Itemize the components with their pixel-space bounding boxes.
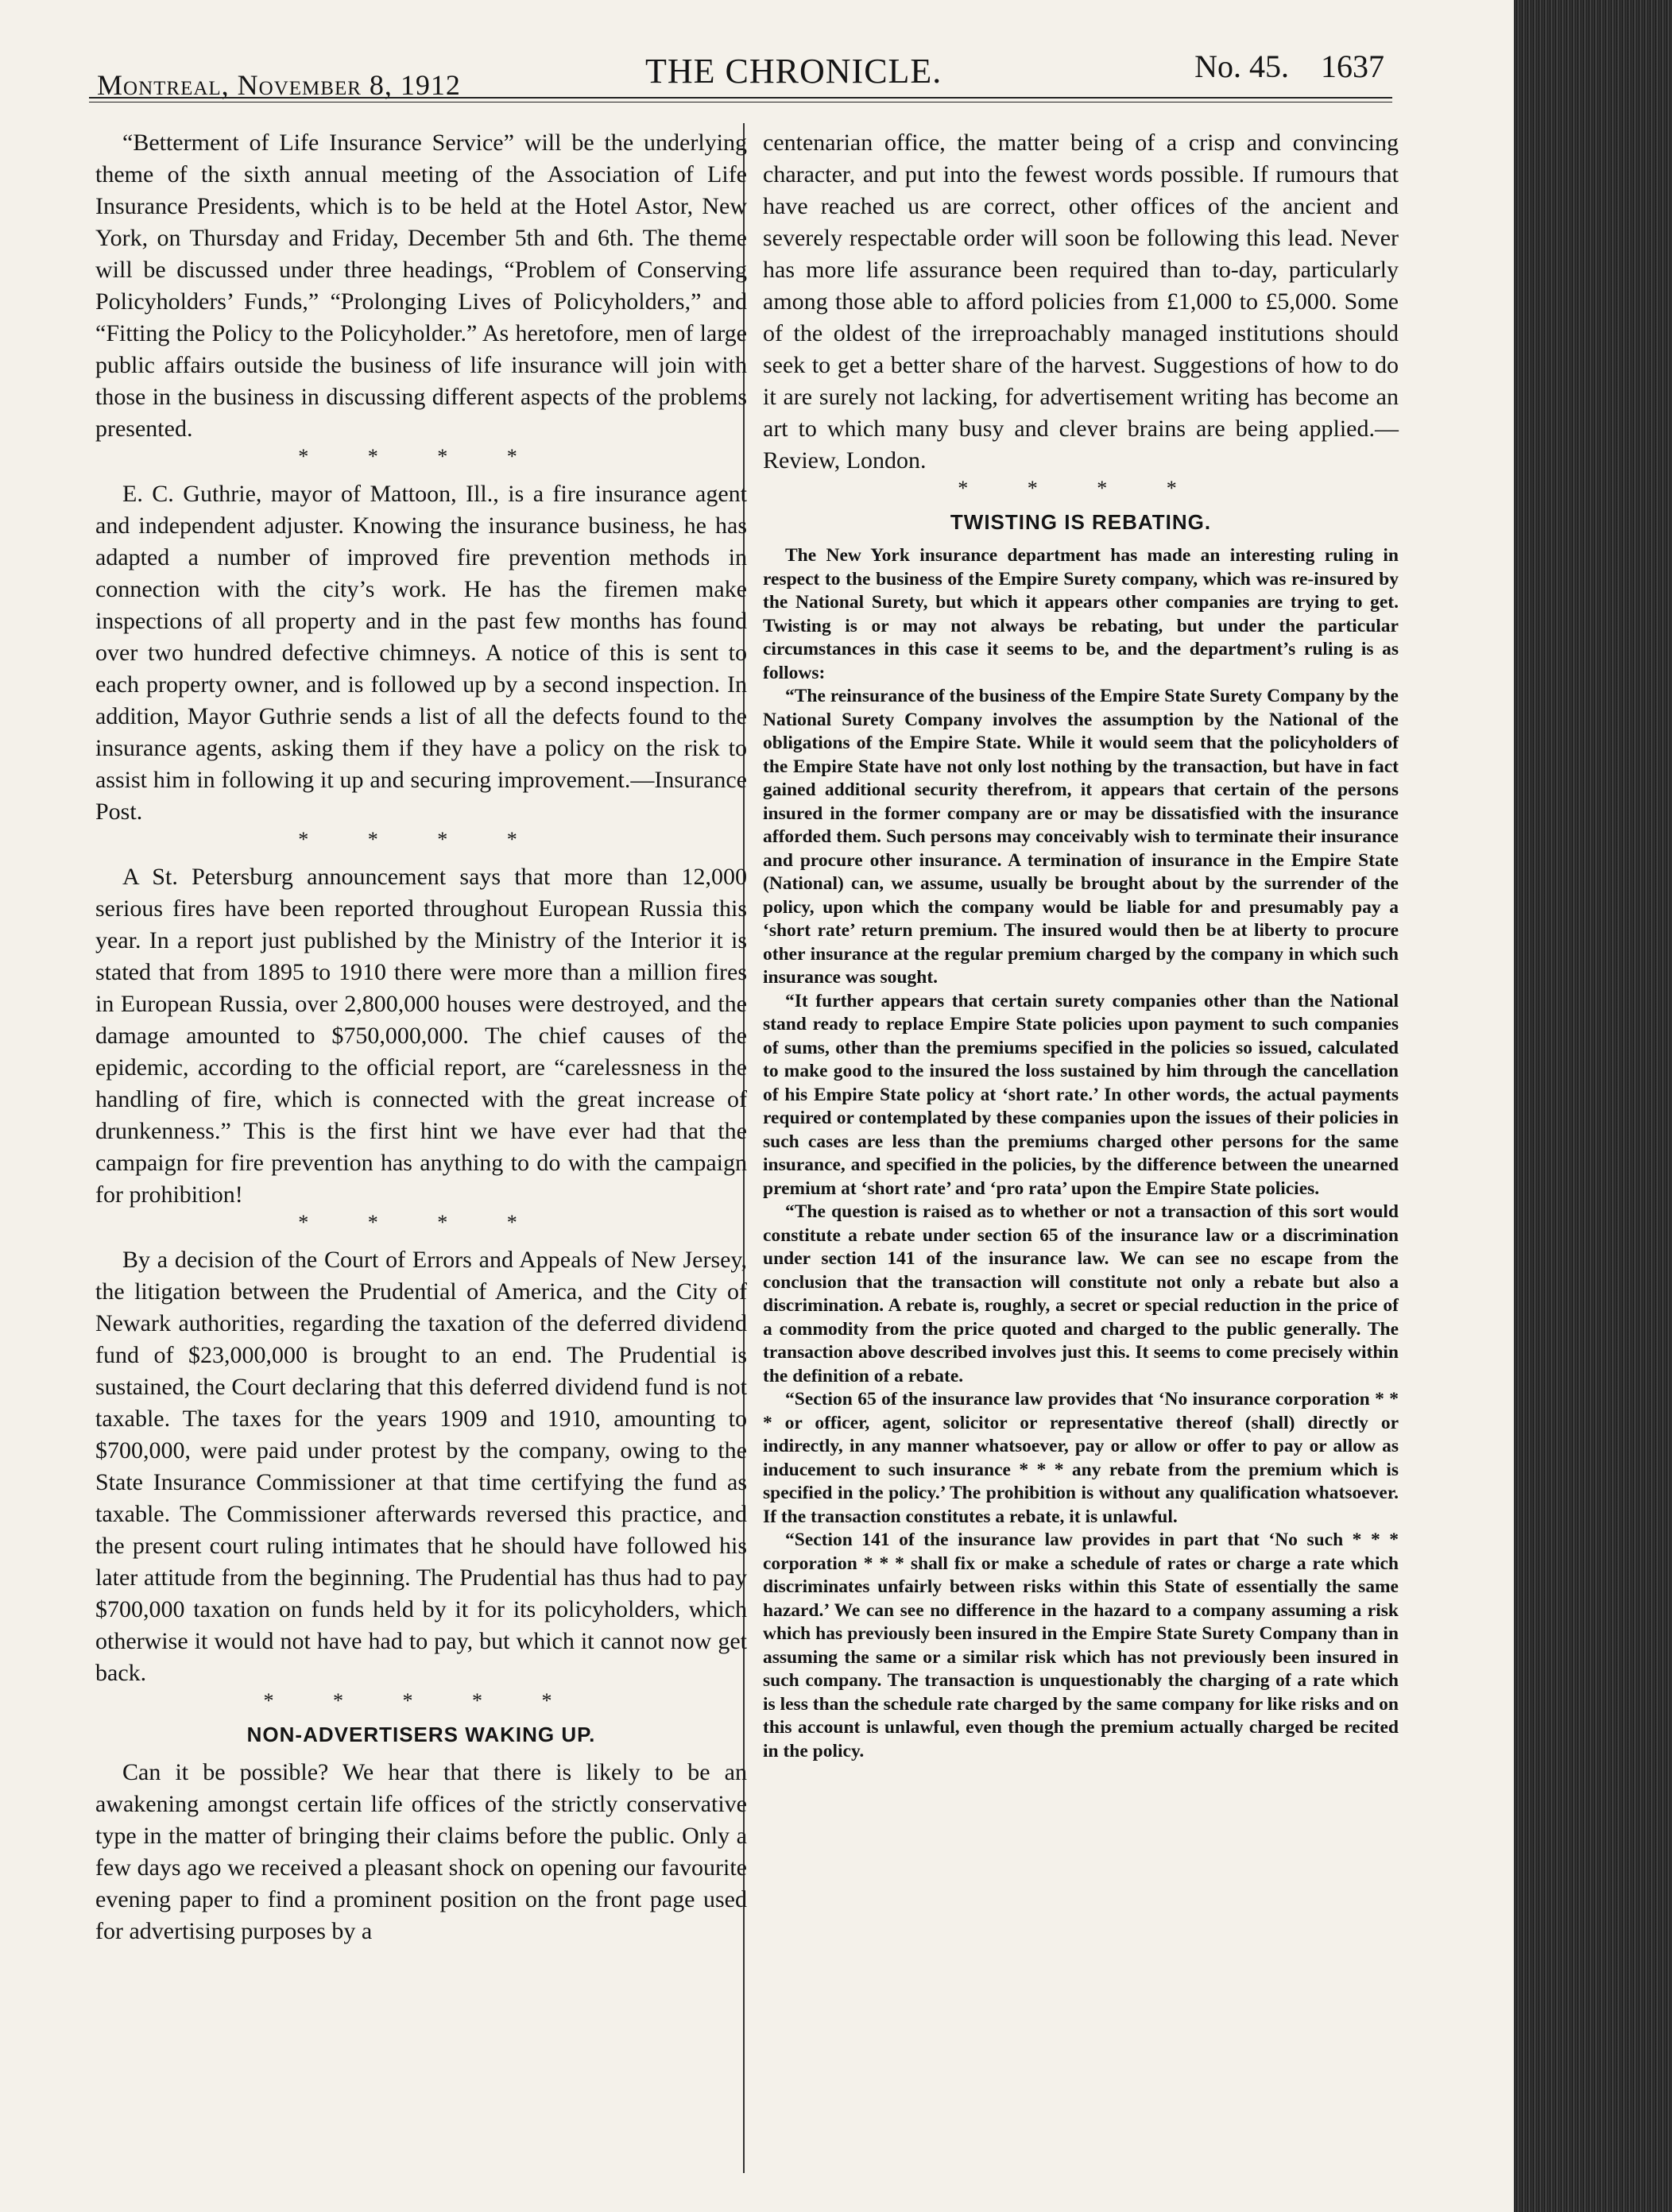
twisting-paragraph: The New York insurance department has made an interesting ruling in respect to the business of the Empire Surety company, which was re-insured by the National Surety, but which it appears other companies are trying to get. Twisting is or may not always be rebating, but under the particular circumstances in this case it seems to be, and the department’s ruling is as follows: bbox=[763, 545, 1399, 683]
twisting-paragraph: “It further appears that certain surety companies other than the National stand ready to replace Empire State policies upon payment to such companies of sums, other than the premiums specified in the policies so issued, calculated to make good to the insured the loss sustained by him through the cancellation of his Empire State policy at ‘short rate.’ In other words, the actual payments required or contemplated by these companies upon the issues of their policies in such cases are less than the premiums charged other persons for the same insurance, and specified in the policies, by the difference between the unearned premium at ‘short rate’ and ‘pro rata’ upon the Empire State policies. bbox=[763, 990, 1399, 1199]
section-separator: * * * * bbox=[298, 445, 544, 468]
article-life-insurance-meeting: “Betterment of Life Insurance Service” will be the underlying theme of the sixth annual meeting of the Association of Life Insurance Presidents, which is to be held at the Hotel Astor, New York, on Thursday and Friday, December 5th and 6th. The theme will be discussed under three headings, “Problem of Conserving Policyholders’ Funds,” “Prolonging Lives of Policyholders,” and “Fitting the Policy to the Policyholder.” As heretofore, men of large public affairs outside the business of life insurance will join with those in the business in discussing different aspects of the problems presented. bbox=[95, 130, 747, 442]
section-separator: * * * * * bbox=[263, 1689, 579, 1712]
section-separator: * * * * bbox=[958, 477, 1204, 500]
article-guthrie: E. C. Guthrie, mayor of Mattoon, Ill., is a fire insurance agent and independent adjuster. Knowing the insurance business, he has adapted a number of improved fire prevention methods in connection with the city’s work. He has the firemen make inspections of all property and in the past few months has found over two hundred defective chimneys. A notice of this is sent to each property owner, and is followed up by a second inspection. In addition, Mayor Guthrie sends a list of all the defects found to the insurance agents, asking them if they have a policy on the risk to assist him in following it up and securing improvement.—Insurance Post. bbox=[95, 481, 747, 825]
header-issue: No. 45. bbox=[1194, 48, 1289, 84]
header-rule bbox=[89, 97, 1392, 102]
twisting-paragraph: “The reinsurance of the business of the Empire State Surety Company by the National Surety Company involves the assumption by the National of the obligations of the Empire State. While it would seem that the policyholders of the Empire State have not only lost nothing by the transaction, but have in fact gained additional security therefrom, it appears that certain of the persons insured in the former company are or may be dissatisfied with the insurance afforded them. Such persons may conceivably wish to terminate their insurance and procure other insurance. A termination of insurance in the Empire State (National) can, we assume, usually be brought about by the surrender of the policy, upon which the company would be liable for and presumably pay a ‘short rate’ return premium. The insured would then be at liberty to procure other insurance at the regular premium charged by the company in which such insurance was sought. bbox=[763, 686, 1399, 988]
left-column bbox=[95, 127, 747, 1947]
article-prudential: By a decision of the Court of Errors and Appeals of New Jersey, the litigation between the Prudential of America, and the City of Newark authorities, regarding the taxation of the deferred dividend fund of $23,000,000 is brought to an end. The Prudential is sustained, the Court declaring that this deferred dividend fund is not taxable. The taxes for the years 1909 and 1910, amounting to $700,000, were paid under protest by the company, owing to the State Insurance Commissioner at that time certifying the fund as taxable. The Commissioner afterwards reversed this practice, and the present court ruling intimates that he should have followed his later attitude from the beginning. The Prudential has thus had to pay $700,000 taxation on funds held by it for its policyholders, which otherwise it would not have had to pay, but which it cannot now get back. bbox=[95, 1247, 747, 1686]
book-page-edge bbox=[1514, 0, 1672, 2212]
section-separator: * * * * bbox=[298, 828, 544, 851]
article-non-advertisers-continued: centenarian office, the matter being of a crisp and convincing character, and put into the fewest words possible. If rumours that have reached us are correct, other offices of the ancient and severely respectable order will soon be following this lead. Never has more life assurance been required than to-day, particularly among those able to afford policies from £1,000 to £5,000. Some of the oldest of the irreproachably managed institutions should seek to get a better share of the harvest. Suggestions of how to do it are surely not lacking, for advertisement writing has become an art to which many busy and clever brains are being applied.—Review, London. bbox=[763, 130, 1399, 474]
header-issue-page bbox=[1163, 48, 1384, 85]
article-non-advertisers: Can it be possible? We hear that there is likely to be an awakening amongst certain life offices of the strictly conservative type in the matter of bringing their claims before the public. Only a few days ago we received a pleasant shock on opening our favourite evening paper to find a prominent position on the front page used for advertising purposes by a bbox=[95, 1759, 747, 1944]
article-russia-fires: A St. Petersburg announcement says that more than 12,000 serious fires have been reported throughout European Russia this year. In a report just published by the Ministry of the Interior it is stated that from 1895 to 1910 there were more than a million fires in European Russia, over 2,800,000 houses were destroyed, and the damage amounted to $750,000,000. The chief causes of the epidemic, according to the official report, are “carelessness in the handling of fire, which is connected with the great increase of drunkenness.” This is the first hint we have ever had that the campaign for fire prevention has anything to do with the campaign for prohibition! bbox=[95, 864, 747, 1208]
twisting-paragraph: “Section 65 of the insurance law provides that ‘No insurance corporation * * * or officer, agent, solicitor or representative thereof (shall) directly or indirectly, in any manner whatsoever, pay or allow or offer to pay or allow as inducement to such insurance * * * any rebate from the premium which is specified in the policy.’ The prohibition is without any qualification whatsoever. If the transaction constitutes a rebate, it is unlawful. bbox=[763, 1389, 1399, 1527]
right-column bbox=[763, 127, 1399, 1763]
heading-twisting: TWISTING IS REBATING. bbox=[950, 510, 1212, 534]
twisting-paragraph: “Section 141 of the insurance law provides in part that ‘No such * * * corporation * * * shall fix or make a schedule of rates or charge a rate which discriminates unfairly between risks within this State of essentially the same hazard.’ We can see no difference in the hazard to a company assuming a risk which has previously been insured in the Empire State Surety Company than in assuming the same or a similar risk which has not previously been insured in such company. The transaction is unquestionably the charging of a rate which is less than the schedule rate charged by the same company for like risks and on this account is unlawful, even though the premium actually charged be recited in the policy. bbox=[763, 1529, 1399, 1761]
header-page-number: 1637 bbox=[1321, 48, 1384, 84]
heading-non-advertisers: NON-ADVERTISERS WAKING UP. bbox=[246, 1723, 596, 1746]
twisting-paragraph: “The question is raised as to whether or not a transaction of this sort would constitute a rebate under section 65 of the insurance law or a discrimination under section 141 of the insurance law. We can see no escape from the conclusion that the transaction will constitute not only a rebate but also a discrimination. A rebate is, roughly, a secret or special reduction in the price of a commodity from the price quoted and charged to the public generally. The transaction above described involves just this. It seems to come precisely within the definition of a rebate. bbox=[763, 1201, 1399, 1386]
section-separator: * * * * bbox=[298, 1211, 544, 1234]
header-place-date: Montreal, November 8, 1912 bbox=[97, 69, 461, 101]
header-title: THE CHRONICLE. bbox=[645, 52, 942, 91]
